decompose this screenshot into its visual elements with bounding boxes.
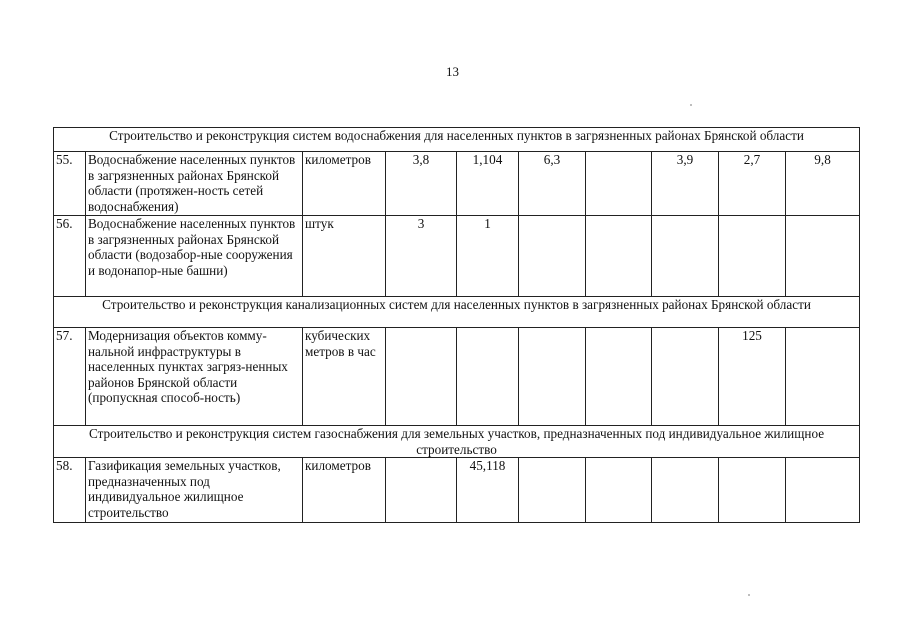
unit-cell: километров — [303, 458, 386, 523]
scan-speck — [690, 104, 692, 106]
table-row — [54, 216, 860, 297]
table-row — [54, 152, 860, 216]
value-cell: 45,118 — [457, 458, 519, 523]
row-number: 56. — [54, 216, 86, 297]
section-row — [54, 297, 860, 328]
item-name: Газификация земельных участков, предназначенных под индивидуальное жилищное строительство — [86, 458, 303, 523]
row-number: 55. — [54, 152, 86, 216]
value-cell: 1,104 — [457, 152, 519, 216]
value-cell: 3,9 — [652, 152, 719, 216]
item-name: Модернизация объектов комму-нальной инфраструктуры в населенных пунктах загряз-ненных районов Брянской области (пропускная способ-ность) — [86, 328, 303, 426]
value-cell — [786, 216, 860, 297]
unit-cell: штук — [303, 216, 386, 297]
section-title: Строительство и реконструкция систем газоснабжения для земельных участков, предназначенных под индивидуальное жилищное строительство — [54, 426, 860, 458]
scan-speck — [748, 594, 750, 596]
value-cell — [586, 216, 652, 297]
value-cell — [652, 458, 719, 523]
value-cell — [786, 328, 860, 426]
unit-cell: километров — [303, 152, 386, 216]
table-row — [54, 458, 860, 523]
section-row — [54, 426, 860, 458]
value-cell — [586, 152, 652, 216]
value-cell: 2,7 — [719, 152, 786, 216]
row-number: 58. — [54, 458, 86, 523]
document-table — [53, 127, 860, 523]
value-cell: 3,8 — [386, 152, 457, 216]
value-cell — [719, 216, 786, 297]
value-cell — [652, 216, 719, 297]
value-cell — [719, 458, 786, 523]
item-name: Водоснабжение населенных пунктов в загрязненных районах Брянской области (протяжен-ность сетей водоснабжения) — [86, 152, 303, 216]
row-number: 57. — [54, 328, 86, 426]
table-row — [54, 328, 860, 426]
unit-cell: кубических метров в час — [303, 328, 386, 426]
section-row — [54, 128, 860, 152]
value-cell — [519, 328, 586, 426]
value-cell — [586, 328, 652, 426]
value-cell — [652, 328, 719, 426]
value-cell — [519, 216, 586, 297]
value-cell — [519, 458, 586, 523]
value-cell — [457, 328, 519, 426]
value-cell: 1 — [457, 216, 519, 297]
value-cell — [386, 458, 457, 523]
value-cell — [586, 458, 652, 523]
item-name: Водоснабжение населенных пунктов в загрязненных районах Брянской области (водозабор-ные сооружения и водонапор-ные башни) — [86, 216, 303, 297]
section-title: Строительство и реконструкция канализационных систем для населенных пунктов в загрязненных районах Брянской области — [54, 297, 860, 328]
value-cell: 6,3 — [519, 152, 586, 216]
value-cell — [386, 328, 457, 426]
value-cell: 125 — [719, 328, 786, 426]
value-cell: 3 — [386, 216, 457, 297]
value-cell: 9,8 — [786, 152, 860, 216]
page-number: 13 — [446, 64, 459, 79]
value-cell — [786, 458, 860, 523]
section-title: Строительство и реконструкция систем водоснабжения для населенных пунктов в загрязненных районах Брянской области — [54, 128, 860, 152]
